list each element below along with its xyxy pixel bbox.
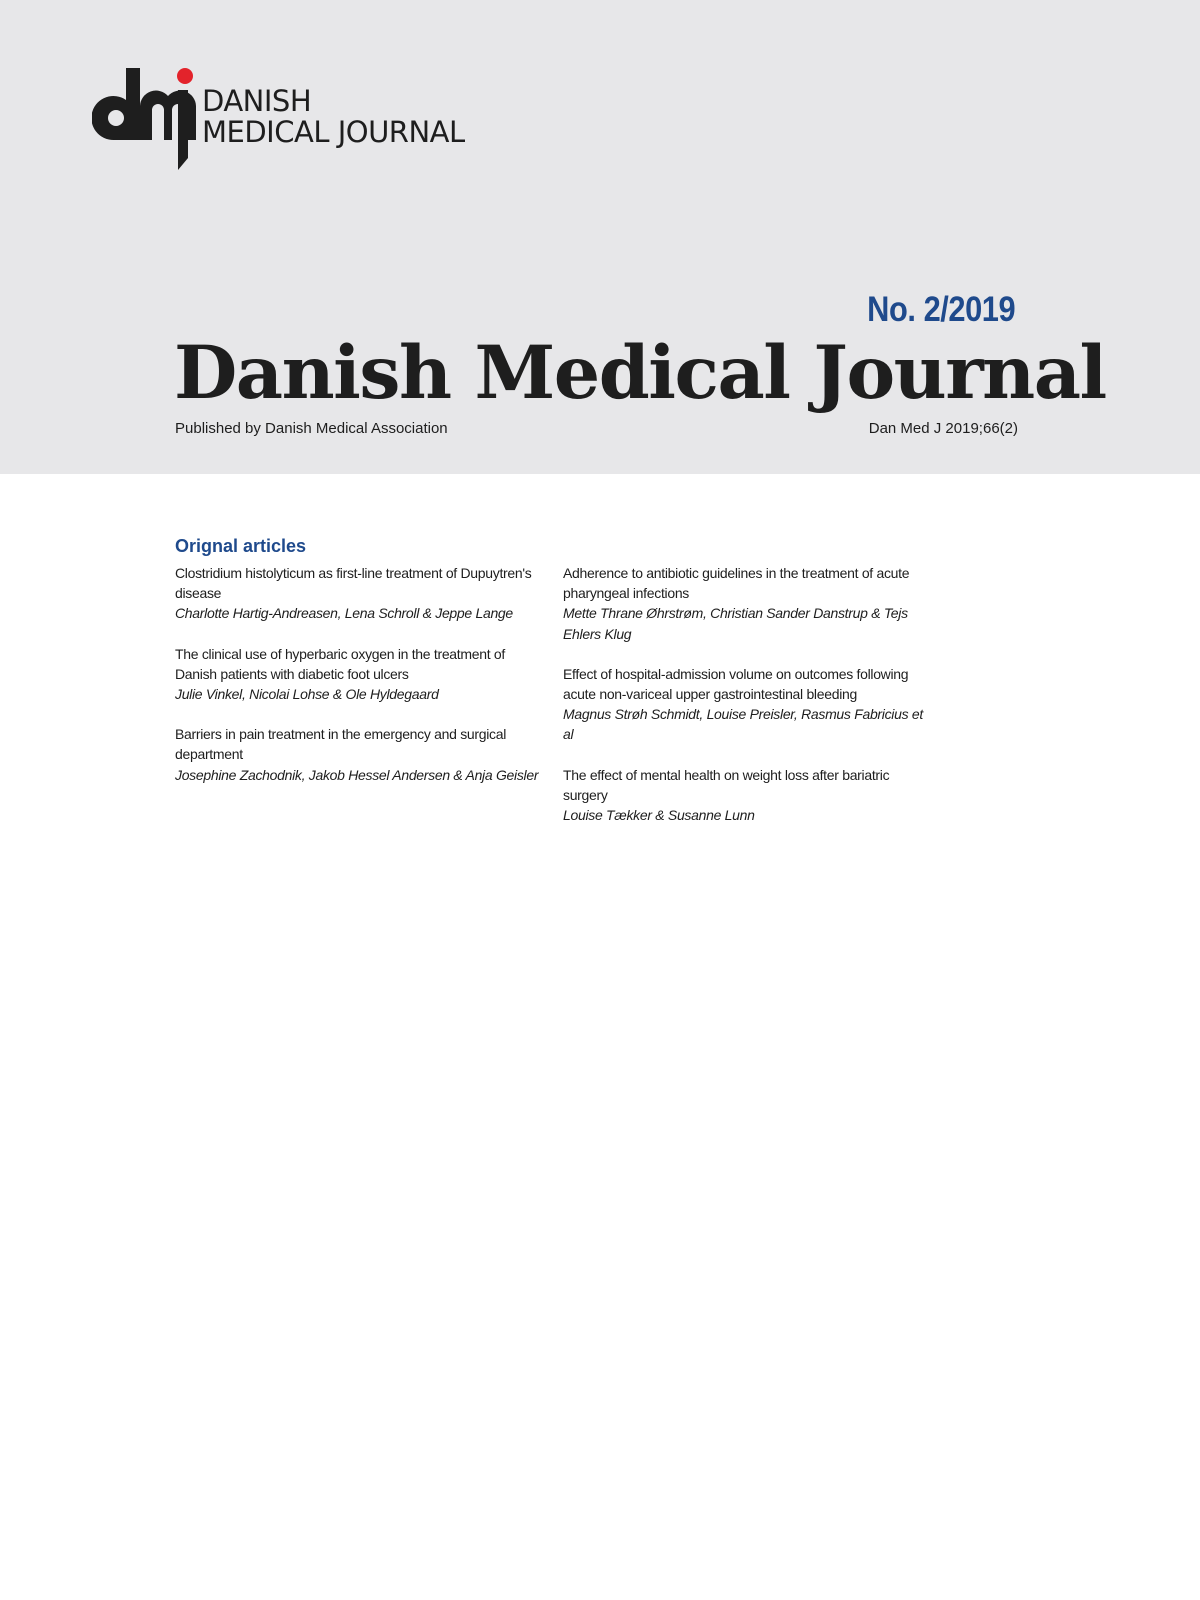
article-item[interactable] bbox=[175, 724, 545, 785]
articles-left-column bbox=[175, 563, 545, 805]
journal-logo bbox=[92, 66, 472, 172]
article-authors: Mette Thrane Øhrstrøm, Christian Sander Danstrup & Tejs Ehlers Klug bbox=[563, 605, 908, 642]
article-authors: Julie Vinkel, Nicolai Lohse & Ole Hyldegaard bbox=[175, 686, 439, 703]
article-item[interactable] bbox=[563, 765, 933, 826]
logo-dot bbox=[177, 68, 193, 84]
article-authors: Louise Tækker & Susanne Lunn bbox=[563, 807, 755, 824]
citation-line: Dan Med J 2019;66(2) bbox=[868, 420, 1018, 437]
publisher-line: Published by Danish Medical Association bbox=[175, 420, 448, 437]
articles-right-column bbox=[563, 563, 933, 845]
article-item[interactable] bbox=[563, 563, 933, 644]
journal-title: Danish Medical Journal bbox=[174, 330, 1106, 416]
article-title: Effect of hospital-admission volume on outcomes following acute non-variceal upper gastrointestinal bleeding bbox=[563, 665, 909, 703]
article-title: The effect of mental health on weight loss after bariatric surgery bbox=[563, 766, 890, 803]
logo-line-2: MEDICAL JOURNAL bbox=[202, 115, 465, 149]
article-authors: Charlotte Hartig-Andreasen, Lena Schroll & Jeppe Lange bbox=[175, 605, 513, 622]
article-title: Barriers in pain treatment in the emergency and surgical department bbox=[175, 726, 507, 763]
issue-number: No. 2/2019 bbox=[867, 290, 1015, 329]
section-heading: Orignal articles bbox=[175, 536, 307, 556]
article-title: Clostridium histolyticum as first-line treatment of Dupuytren's disease bbox=[175, 565, 532, 602]
article-item[interactable] bbox=[175, 644, 545, 705]
article-authors: Josephine Zachodnik, Jakob Hessel Andersen & Anja Geisler bbox=[175, 766, 539, 783]
article-item[interactable] bbox=[175, 563, 545, 624]
logo-wordmark bbox=[202, 86, 465, 148]
logo-line-1: DANISH bbox=[202, 84, 312, 118]
article-authors: Magnus Strøh Schmidt, Louise Preisler, Rasmus Fabricius et al bbox=[563, 706, 923, 743]
article-title: Adherence to antibiotic guidelines in the treatment of acute pharyngeal infections bbox=[563, 565, 910, 602]
dmj-logo-icon bbox=[92, 66, 202, 172]
article-item[interactable] bbox=[563, 664, 933, 745]
article-title: The clinical use of hyperbaric oxygen in the treatment of Danish patients with diabetic foot ulcers bbox=[175, 645, 505, 682]
